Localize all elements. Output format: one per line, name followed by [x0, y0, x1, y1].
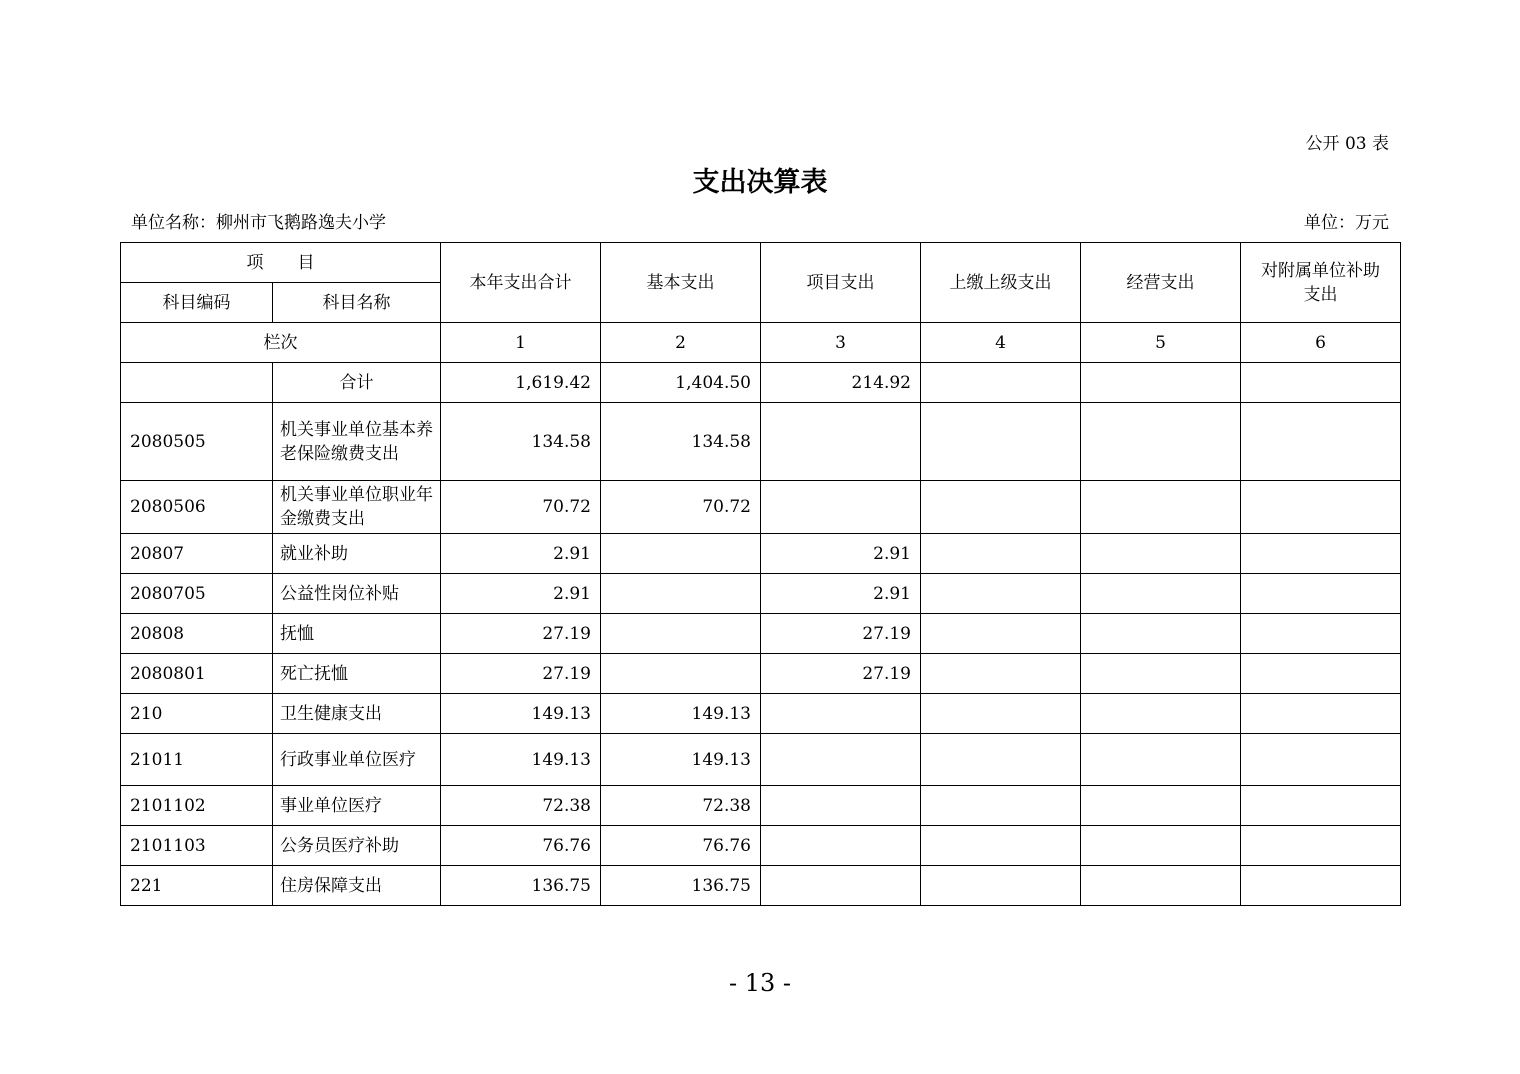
row-code: 20807: [121, 534, 273, 574]
row-total: 72.38: [441, 786, 601, 826]
table-row: [121, 614, 1401, 654]
row-upper: [921, 826, 1081, 866]
row-business: [1081, 866, 1241, 906]
row-total: 27.19: [441, 654, 601, 694]
row-code: 2080705: [121, 574, 273, 614]
row-total: 76.76: [441, 826, 601, 866]
row-business: [1081, 574, 1241, 614]
row-name: 事业单位医疗: [273, 786, 441, 826]
row-total: 2.91: [441, 574, 601, 614]
row-total: 70.72: [441, 481, 601, 534]
row-upper: [921, 654, 1081, 694]
seq-1: 1: [441, 323, 601, 363]
row-total: 2.91: [441, 534, 601, 574]
form-number: 公开 03 表: [1305, 134, 1389, 154]
expenditure-table: [120, 242, 1401, 906]
header-name: 科目名称: [273, 283, 441, 323]
seq-6: 6: [1241, 323, 1401, 363]
row-basic: [601, 574, 761, 614]
seq-2: 2: [601, 323, 761, 363]
total-upper: [921, 363, 1081, 403]
table-body: [121, 243, 1401, 906]
row-code: 2080505: [121, 403, 273, 481]
row-subsidy: [1241, 534, 1401, 574]
row-code: 221: [121, 866, 273, 906]
row-basic: [601, 614, 761, 654]
total-subsidy: [1241, 363, 1401, 403]
row-subsidy: [1241, 481, 1401, 534]
page-number: - 13 -: [728, 969, 791, 997]
header-total: 本年支出合计: [441, 243, 601, 323]
header-subsidy: 对附属单位补助支出: [1241, 243, 1401, 323]
row-project: [761, 403, 921, 481]
row-basic: 72.38: [601, 786, 761, 826]
row-basic: 134.58: [601, 403, 761, 481]
row-project: 2.91: [761, 574, 921, 614]
row-total: 136.75: [441, 866, 601, 906]
row-upper: [921, 403, 1081, 481]
table-row: [121, 654, 1401, 694]
row-name: 住房保障支出: [273, 866, 441, 906]
table-row: [121, 694, 1401, 734]
row-upper: [921, 866, 1081, 906]
total-business: [1081, 363, 1241, 403]
row-name: 死亡抚恤: [273, 654, 441, 694]
row-name: 公益性岗位补贴: [273, 574, 441, 614]
row-project: [761, 786, 921, 826]
row-project: [761, 481, 921, 534]
row-business: [1081, 654, 1241, 694]
row-upper: [921, 614, 1081, 654]
page-title: 支出决算表: [692, 167, 828, 198]
row-code: 2080506: [121, 481, 273, 534]
seq-label: 栏次: [121, 323, 441, 363]
total-basic: 1,404.50: [601, 363, 761, 403]
row-subsidy: [1241, 866, 1401, 906]
row-code: 20808: [121, 614, 273, 654]
table-row: [121, 403, 1401, 481]
row-subsidy: [1241, 614, 1401, 654]
row-business: [1081, 403, 1241, 481]
row-total: 149.13: [441, 734, 601, 786]
seq-4: 4: [921, 323, 1081, 363]
seq-3: 3: [761, 323, 921, 363]
row-code: 2080801: [121, 654, 273, 694]
unit-name: 单位名称：柳州市飞鹅路逸夫小学: [131, 213, 386, 233]
table-row: [121, 786, 1401, 826]
table-row: [121, 826, 1401, 866]
row-basic: [601, 534, 761, 574]
row-business: [1081, 534, 1241, 574]
row-business: [1081, 734, 1241, 786]
row-total: 134.58: [441, 403, 601, 481]
total-name: 合计: [273, 363, 441, 403]
row-code: 210: [121, 694, 273, 734]
header-business: 经营支出: [1081, 243, 1241, 323]
unit-measure: 单位：万元: [1304, 213, 1389, 233]
row-upper: [921, 786, 1081, 826]
row-subsidy: [1241, 403, 1401, 481]
row-basic: 136.75: [601, 866, 761, 906]
row-code: 21011: [121, 734, 273, 786]
total-code: [121, 363, 273, 403]
row-project: [761, 826, 921, 866]
row-business: [1081, 614, 1241, 654]
header-code: 科目编码: [121, 283, 273, 323]
header-project: 项目支出: [761, 243, 921, 323]
row-total: 149.13: [441, 694, 601, 734]
seq-row: [121, 323, 1401, 363]
row-name: 机关事业单位职业年金缴费支出: [273, 481, 441, 534]
row-code: 2101102: [121, 786, 273, 826]
row-name: 卫生健康支出: [273, 694, 441, 734]
row-subsidy: [1241, 826, 1401, 866]
row-basic: 149.13: [601, 734, 761, 786]
row-project: [761, 866, 921, 906]
row-name: 机关事业单位基本养老保险缴费支出: [273, 403, 441, 481]
row-project: 2.91: [761, 534, 921, 574]
row-subsidy: [1241, 734, 1401, 786]
row-upper: [921, 734, 1081, 786]
row-subsidy: [1241, 694, 1401, 734]
row-upper: [921, 574, 1081, 614]
row-upper: [921, 694, 1081, 734]
row-name: 公务员医疗补助: [273, 826, 441, 866]
row-subsidy: [1241, 786, 1401, 826]
row-name: 行政事业单位医疗: [273, 734, 441, 786]
row-total: 27.19: [441, 614, 601, 654]
total-project: 214.92: [761, 363, 921, 403]
row-business: [1081, 694, 1241, 734]
row-project: [761, 734, 921, 786]
row-code: 2101103: [121, 826, 273, 866]
table-row: [121, 574, 1401, 614]
table-row: [121, 481, 1401, 534]
row-business: [1081, 826, 1241, 866]
total-row: [121, 363, 1401, 403]
row-business: [1081, 481, 1241, 534]
header-row-1: [121, 243, 1401, 283]
seq-5: 5: [1081, 323, 1241, 363]
row-project: [761, 694, 921, 734]
row-basic: [601, 654, 761, 694]
row-name: 就业补助: [273, 534, 441, 574]
row-basic: 70.72: [601, 481, 761, 534]
header-basic: 基本支出: [601, 243, 761, 323]
row-upper: [921, 534, 1081, 574]
row-subsidy: [1241, 654, 1401, 694]
total-total: 1,619.42: [441, 363, 601, 403]
row-project: 27.19: [761, 654, 921, 694]
table-row: [121, 534, 1401, 574]
row-basic: 76.76: [601, 826, 761, 866]
table-row: [121, 866, 1401, 906]
row-name: 抚恤: [273, 614, 441, 654]
row-business: [1081, 786, 1241, 826]
header-upper: 上缴上级支出: [921, 243, 1081, 323]
header-item: 项 目: [121, 243, 441, 283]
row-upper: [921, 481, 1081, 534]
row-project: 27.19: [761, 614, 921, 654]
table-row: [121, 734, 1401, 786]
row-basic: 149.13: [601, 694, 761, 734]
row-subsidy: [1241, 574, 1401, 614]
